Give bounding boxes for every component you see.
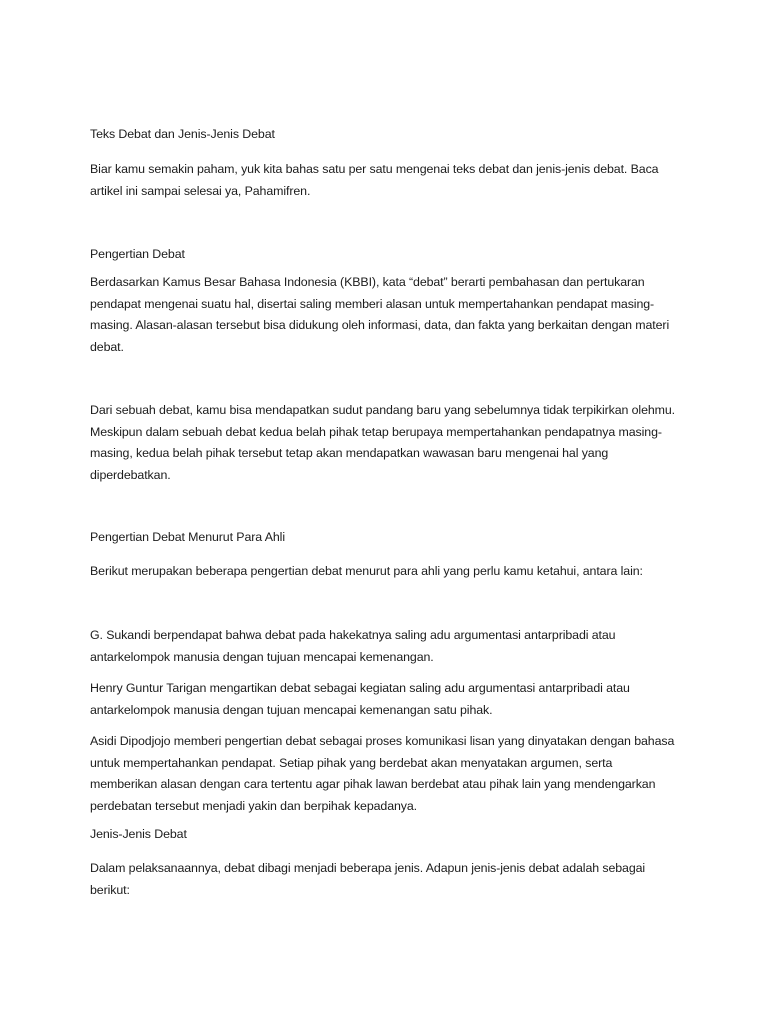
intro-paragraph: Biar kamu semakin paham, yuk kita bahas satu per satu mengenai teks debat dan jenis-jenis debat. Baca artikel ini sampai selesai ya, Pahamifren. (90, 162, 659, 198)
ahli-item-dipodjojo: Asidi Dipodjojo memberi pengertian debat sebagai proses komunikasi lisan yang dinyatakan dengan bahasa untuk mempertahankan pendapat. Setiap pihak yang berdebat akan menyatakan argumen, serta memberikan alasan dengan cara tertentu agar pihak lawan berdebat atau pihak lain yang mendengarkan perdebatan tersebut menjadi yakin dan berpihak kepadanya. (90, 734, 675, 813)
ahli-item-tarigan: Henry Guntur Tarigan mengartikan debat sebagai kegiatan saling adu argumentasi antarpribadi atau antarkelompok manusia dengan tujuan mencapai kemenangan satu pihak. (90, 681, 630, 717)
pengertian-paragraph-2: Dari sebuah debat, kamu bisa mendapatkan sudut pandang baru yang sebelumnya tidak terpikirkan olehmu. Meskipun dalam sebuah debat kedua belah pihak tetap berupaya mempertahankan pendapatnya masing-masing, kedua belah pihak tersebut tetap akan mendapatkan wawasan baru mengenai hal yang diperdebatkan. (90, 403, 676, 482)
heading-debat-menurut-ahli: Pengertian Debat Menurut Para Ahli (90, 530, 285, 544)
ahli-intro-paragraph: Berikut merupakan beberapa pengertian debat menurut para ahli yang perlu kamu ketahui, antara lain: (90, 564, 643, 578)
ahli-item-sukandi: G. Sukandi berpendapat bahwa debat pada hakekatnya saling adu argumentasi antarpribadi atau antarkelompok manusia dengan tujuan mencapai kemenangan. (90, 628, 616, 664)
heading-pengertian-debat: Pengertian Debat (90, 247, 185, 261)
document-title: Teks Debat dan Jenis-Jenis Debat (90, 127, 275, 141)
pengertian-paragraph-1: Berdasarkan Kamus Besar Bahasa Indonesia (KBBI), kata “debat” berarti pembahasan dan pertukaran pendapat mengenai suatu hal, disertai saling memberi alasan untuk mempertahankan pendapat masing-masing. Alasan-alasan tersebut bisa didukung oleh informasi, data, dan fakta yang berkaitan dengan materi debat. (90, 275, 670, 354)
jenis-paragraph: Dalam pelaksanaannya, debat dibagi menjadi beberapa jenis. Adapun jenis-jenis debat adalah sebagai berikut: (90, 861, 646, 897)
heading-jenis-jenis-debat: Jenis-Jenis Debat (90, 827, 187, 841)
